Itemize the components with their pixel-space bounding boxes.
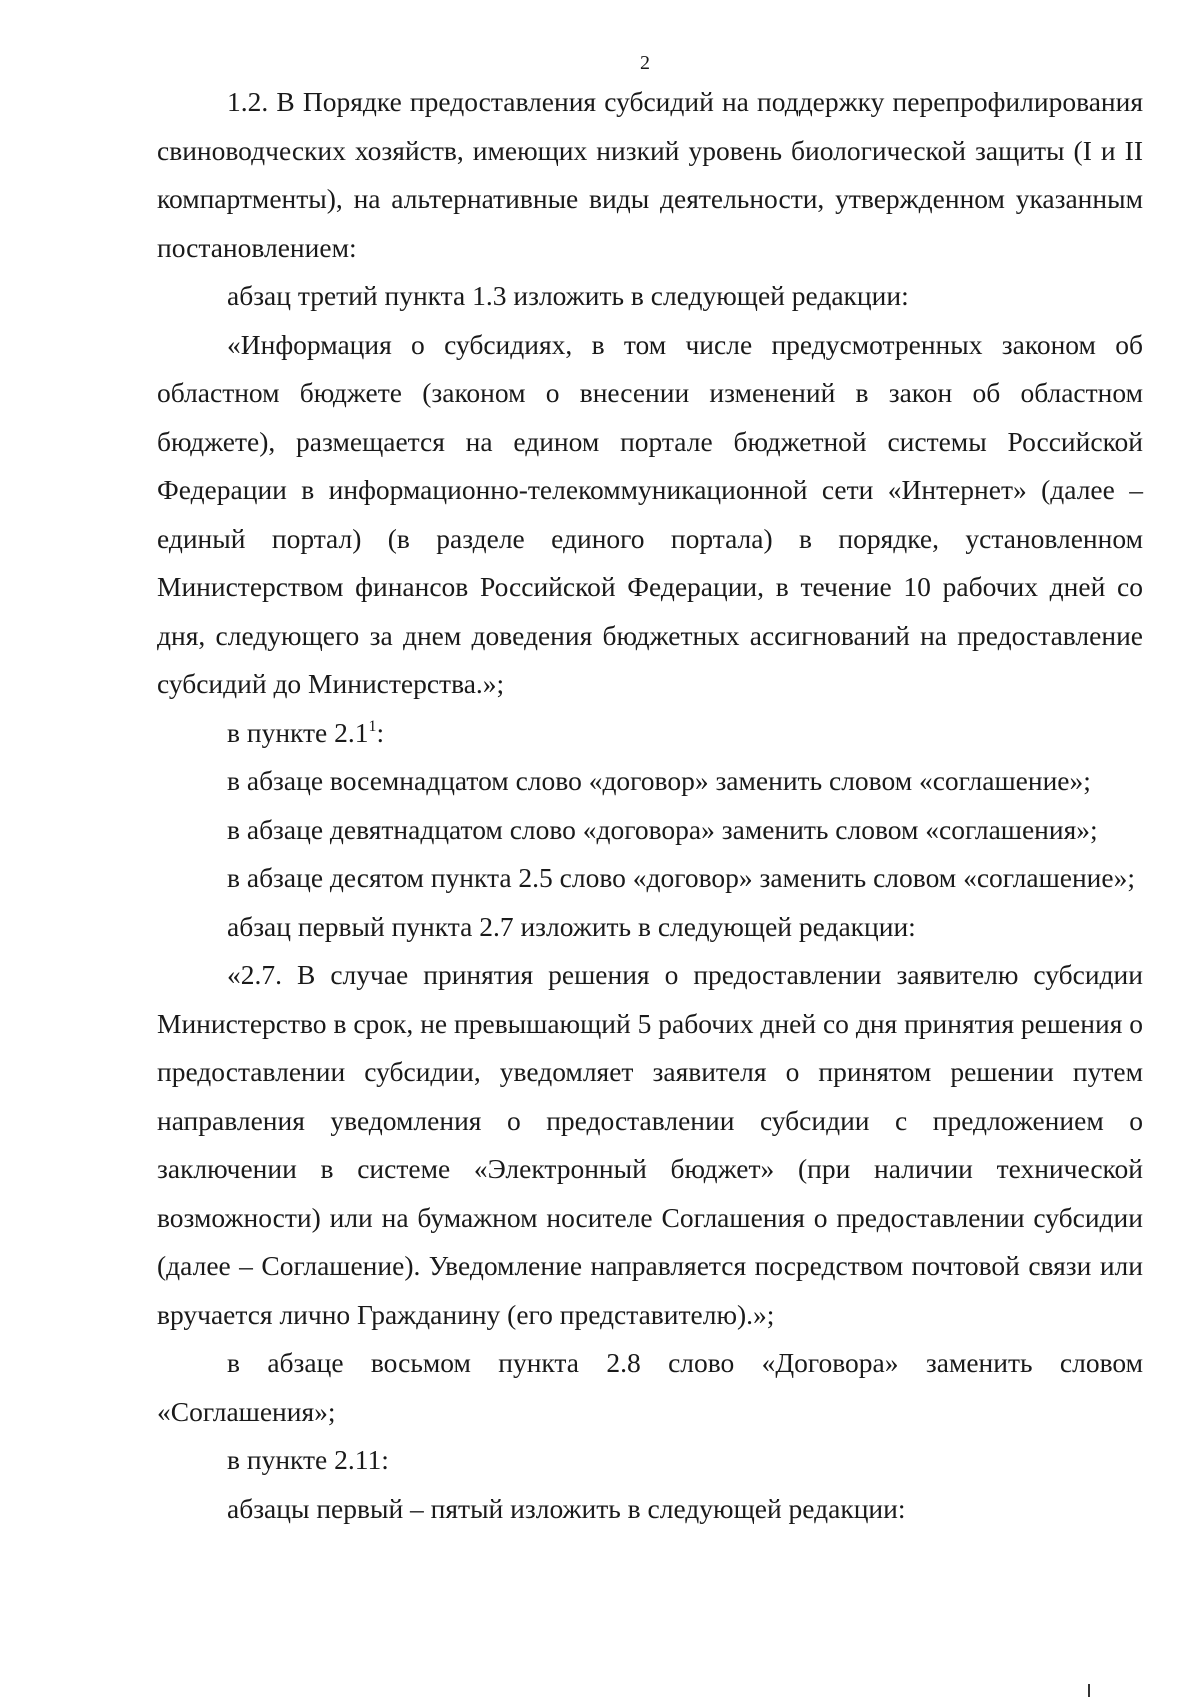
item-2-1-text: в пункте 2.1 xyxy=(227,716,369,748)
paragraph-abzac-18: в абзаце восемнадцатом слово «договор» заменить словом «соглашение»; xyxy=(227,765,1091,796)
paragraph-abzacy-1-5: абзацы первый – пятый изложить в следующей редакции: xyxy=(227,1492,906,1524)
paragraph-abzac-19: в абзаце девятнадцатом слово «договора» заменить словом «соглашения»; xyxy=(227,813,1098,845)
page-number: 2 xyxy=(640,52,650,74)
paragraph-item-2-1 xyxy=(157,709,1143,758)
item-2-1-superscript: 1 xyxy=(368,717,377,735)
paragraph-subsidy-info: «Информация о субсидиях, в том числе предусмотренных законом об областном бюджете (законом о внесении изменений в закон об областном бюджете), размещается на едином портале бюджетной системы Российской Федерации в информационно-телекоммуникационной сети «Интернет» (далее – единый портал) (в разделе единого портала) в порядке, установленном Министерством финансов Российской Федерации, в течение 10 рабочих дней со дня, следующего за днем доведения бюджетных ассигнований на предоставление субсидий до Министерства.»; xyxy=(157,328,1143,699)
paragraph-item-2-11: в пункте 2.11: xyxy=(227,1444,389,1475)
paragraph-item-2-7-intro: абзац первый пункта 2.7 изложить в следующей редакции: xyxy=(227,910,916,942)
paragraph-item-2-8: в абзаце восьмом пункта 2.8 слово «Договора» заменить словом «Соглашения»; xyxy=(157,1347,1143,1427)
paragraph-item-2-7-text: «2.7. В случае принятия решения о предоставлении заявителю субсидии Министерство в срок, не превышающий 5 рабочих дней со дня принятия решения о предоставлении субсидии, уведомляет заявителя о принятом решении путем направления уведомления о предоставлении субсидии с предложением о заключении в системе «Электронный бюджет» (при наличии технической возможности) или на бумажном носителе Соглашения о предоставлении субсидии (далее – Соглашение). Уведомление направляется посредством почтовой связи или вручается лично Гражданину (его представителю).»; xyxy=(157,959,1143,1330)
paragraph-item-2-5: в абзаце десятом пункта 2.5 слово «договор» заменить словом «соглашение»; xyxy=(227,862,1135,893)
paragraph-1-2: 1.2. В Порядке предоставления субсидий на поддержку перепрофилирования свиноводческих хозяйств, имеющих низкий уровень биологической защиты (I и II компартменты), на альтернативные виды деятельности, утвержденном указанным постановлением: xyxy=(157,86,1143,263)
document-body xyxy=(157,78,1143,1533)
scan-edge-mark xyxy=(1088,1684,1090,1697)
paragraph-item-1-3: абзац третий пункта 1.3 изложить в следующей редакции: xyxy=(227,280,909,311)
item-2-1-suffix: : xyxy=(376,716,385,748)
